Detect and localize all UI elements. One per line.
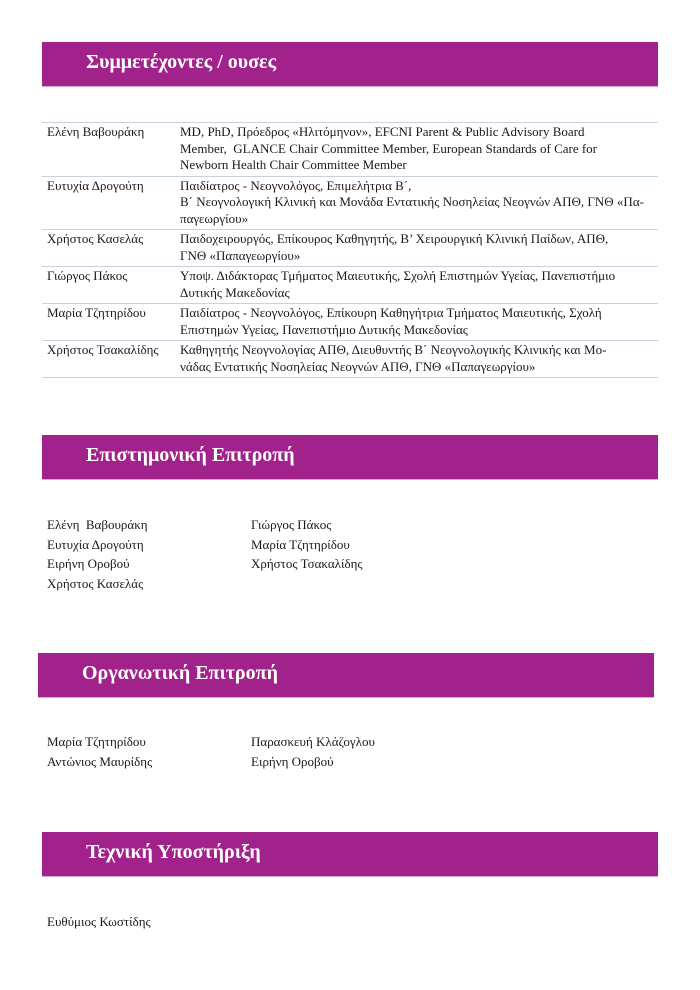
scientific-committee-header (42, 435, 658, 480)
member-name: Αντώνιος Μαυρίδης (47, 753, 153, 769)
participant-name: Ευτυχία Δρογούτη (42, 176, 180, 230)
participant-affiliation (180, 123, 658, 177)
affiliation-line: Member, GLANCE Chair Committee Member, European Standards of Care for (180, 140, 598, 156)
participant-name: Χρήστος Τσακαλίδης (42, 341, 180, 378)
participant-row (42, 230, 658, 267)
participant-name: Γιώργος Πάκος (42, 267, 180, 304)
member-name: Χρήστος Κασελάς (47, 575, 144, 591)
technical-support-header (42, 832, 658, 877)
member-name: Παρασκευή Κλάζογλου (251, 734, 375, 749)
participant-row (42, 267, 658, 304)
participant-name: Ελένη Βαβουράκη (42, 123, 180, 177)
participant-affiliation (180, 176, 658, 230)
participant-row (42, 341, 658, 378)
member-name: Ελένη Βαβουράκη (47, 517, 148, 532)
affiliation-line: Υποψ. Διδάκτορας Τμήματος Μαιευτικής, Σχολή Επιστημών Υγείας, Πανεπιστήμιο (180, 268, 616, 283)
member-name: Ειρήνη Οροβού (47, 556, 130, 571)
member-name: Γιώργος Πάκος (251, 517, 332, 532)
participant-row (42, 123, 658, 177)
participant-affiliation (180, 230, 658, 267)
affiliation-line: Επιστημών Υγείας, Πανεπιστήμιο Δυτικής Μακεδονίας (180, 321, 468, 337)
scientific-committee-col2 (251, 515, 363, 574)
participant-row (42, 304, 658, 341)
participant-row (42, 176, 658, 230)
technical-support-list (47, 912, 151, 932)
affiliation-line: MD, PhD, Πρόεδρος «Ηλιτόμηνον», EFCNI Parent & Public Advisory Board (180, 124, 585, 139)
affiliation-line: Παιδίατρος - Νεογνολόγος, Επίκουρη Καθηγήτρια Τμήματος Μαιευτικής, Σχολή (180, 305, 602, 320)
organizing-committee-col2 (251, 732, 375, 771)
participant-affiliation (180, 304, 658, 341)
scientific-committee-title: Επιστημονική Επιτροπή (86, 444, 295, 466)
member-name: Ευθύμιος Κωστίδης (47, 914, 151, 929)
affiliation-line: νάδας Εντατικής Νοσηλείας Νεογνών ΑΠΘ, ΓΝΘ «Παπαγεωργίου» (180, 358, 536, 374)
organizing-committee-col1 (47, 732, 152, 771)
organizing-committee-title: Οργανωτική Επιτροπή (82, 662, 278, 684)
participants-header (42, 42, 658, 87)
member-name: Μαρία Τζητηρίδου (47, 734, 146, 749)
affiliation-line: ΓΝΘ «Παπαγεωργίου» (180, 247, 301, 263)
affiliation-line: Παιδοχειρουργός, Επίκουρος Καθηγητής, Β’ Χειρουργική Κλινική Παίδων, ΑΠΘ, (180, 231, 609, 246)
organizing-committee-header (38, 653, 654, 698)
member-name: Χρήστος Τσακαλίδης (251, 556, 363, 571)
affiliation-line: Β΄ Νεογνολογική Κλινική και Μονάδα Εντατικής Νοσηλείας Νεογνών ΑΠΘ, ΓΝΘ «Πα- (180, 194, 644, 209)
affiliation-line: παγεωργίου» (180, 210, 249, 226)
participant-affiliation (180, 267, 658, 304)
member-name: Ειρήνη Οροβού (251, 753, 334, 769)
participant-name: Χρήστος Κασελάς (42, 230, 180, 267)
participants-title: Συμμετέχοντες / ουσες (86, 51, 277, 73)
affiliation-line: Δυτικής Μακεδονίας (180, 284, 290, 300)
member-name: Μαρία Τζητηρίδου (251, 536, 350, 552)
affiliation-line: Newborn Health Chair Committee Member (180, 157, 407, 172)
member-name: Ευτυχία Δρογούτη (47, 536, 144, 552)
affiliation-line: Καθηγητής Νεογνολογίας ΑΠΘ, Διευθυντής Β΄ Νεογνολογικής Κλινικής και Μο- (180, 342, 607, 357)
affiliation-line: Παιδίατρος - Νεογνολόγος, Επιμελήτρια Β΄, (180, 177, 412, 193)
participant-name: Μαρία Τζητηρίδου (42, 304, 180, 341)
scientific-committee-col1 (47, 515, 148, 593)
participants-table (42, 122, 658, 378)
technical-support-title: Τεχνική Υποστήριξη (86, 841, 261, 863)
participant-affiliation (180, 341, 658, 378)
